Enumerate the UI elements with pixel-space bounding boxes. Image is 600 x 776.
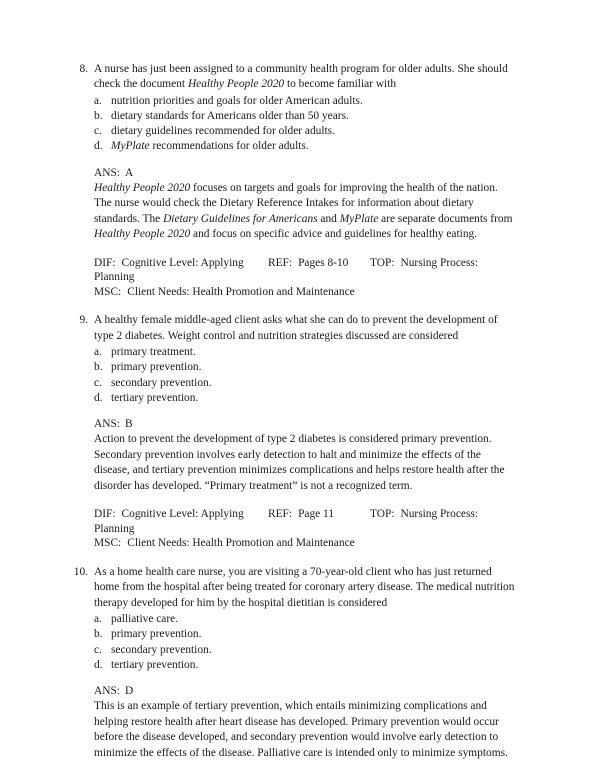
dif-value: Cognitive Level: Applying [121,508,244,521]
ref-label: REF: [268,256,293,269]
question-item [62,565,518,673]
option-letter: b. [94,361,103,374]
top-value: Nursing Process: [400,508,478,521]
answer-label: ANS: [94,684,120,697]
question-stem-italic: Healthy People 2020 [187,78,285,91]
option-a[interactable] [94,345,518,360]
rationale-text: are separate documents from [378,212,513,225]
option-letter: d. [94,391,103,404]
option-letter: c. [94,125,102,138]
question-stem-text: A healthy female middle-aged client asks what she can do to prevent the development of type 2 diabetes. Weight control and nutrition strategies discussed are considered [94,314,498,342]
question-item [62,313,518,406]
option-letter: c. [94,376,102,389]
metadata-row [94,507,518,522]
option-letter: a. [94,346,102,359]
question-stem [94,565,518,611]
rationale-text: and [317,212,340,225]
option-d[interactable] [94,658,518,673]
option-text: dietary standards for Americans older than 50 years. [111,110,349,123]
rationale [94,432,514,494]
rationale-text: This is an example of tertiary prevention, which entails minimizing complications and helping restore health after heart disease has developed. Primary prevention would occur before the disease developed, and secondary prevention would involve early detection to minimize the effects of the disease. Palliative care is intended only to minimize symptoms. [94,700,508,759]
top-value: Nursing Process: [400,256,478,269]
question-stem-text: As a home health care nurse, you are visiting a 70-year-old client who has just returned home from the hospital after being treated for coronary artery disease. The medical nutrition therapy developed for him by the hospital dietitian is considered [94,565,515,609]
question-body [88,313,518,406]
option-text: nutrition priorities and goals for older American adults. [111,94,363,107]
answer-block [62,684,518,761]
rationale-text: and focus on specific advice and guidelines for healthy eating. [190,228,478,241]
metadata-continuation: Planning [94,522,135,535]
option-text: tertiary prevention. [111,391,199,404]
ref-label: REF: [268,508,293,521]
page-content [62,62,518,761]
top-column [370,507,478,522]
answer-block [62,417,518,494]
rationale [94,699,514,761]
answer-value: A [124,166,134,179]
option-text-rest: recommendations for older adults. [152,140,309,153]
rationale-italic: MyPlate [339,212,379,225]
option-letter: b. [94,628,103,641]
option-a[interactable] [94,94,518,109]
option-list [94,94,518,155]
dif-label: DIF: [94,256,116,269]
option-c[interactable] [94,124,518,139]
rationale-italic: Healthy People 2020 [94,228,191,241]
question-number: 10. [73,565,88,578]
question-stem-text: A nurse has just been assigned to a community health program for older adults. She should check the document [94,63,508,91]
msc-value: Client Needs: Health Promotion and Maintenance [127,285,355,298]
option-text: dietary guidelines recommended for older adults. [111,125,335,138]
rationale-italic: Healthy People 2020 [94,182,191,195]
answer-line [94,684,518,699]
option-list [94,345,518,406]
option-b[interactable] [94,360,518,375]
answer-line [94,417,518,432]
metadata-continuation: Planning [94,271,135,284]
msc-row [94,536,518,551]
msc-value: Client Needs: Health Promotion and Maintenance [127,537,355,550]
option-text: palliative care. [111,613,179,626]
metadata-row [94,256,518,271]
question-number: 9. [79,314,88,327]
dif-column [94,256,244,271]
option-b[interactable] [94,109,518,124]
option-text: primary treatment. [111,346,196,359]
section-spacer [62,551,518,565]
dif-column [94,507,244,522]
rationale-text: focuses on targets and goals for improving the health of the nation. The nurse would check the Dietary Reference Intakes for information about dietary standards. The [94,182,498,225]
dif-value: Cognitive Level: Applying [121,256,244,269]
question-stem [94,313,518,344]
option-letter: a. [94,613,102,626]
metadata-block [62,507,518,551]
question-stem [94,62,518,93]
top-column [370,256,478,271]
dif-label: DIF: [94,508,116,521]
question-body [88,62,518,155]
option-letter: d. [94,658,103,671]
option-letter: b. [94,110,103,123]
answer-label: ANS: [94,166,120,179]
option-c[interactable] [94,376,518,391]
option-b[interactable] [94,627,518,642]
option-text: primary prevention. [111,361,202,374]
ref-value: Pages 8-10 [298,256,349,269]
question-item [62,62,518,155]
top-label: TOP: [370,508,395,521]
section-spacer [62,299,518,313]
ref-value: Page 11 [298,508,335,521]
option-text: tertiary prevention. [111,658,199,671]
answer-line [94,166,518,181]
question-number: 8. [79,63,88,75]
msc-row [94,285,518,300]
option-list [94,612,518,673]
ref-column [268,507,334,522]
option-text: primary prevention. [111,628,202,641]
rationale-text: Action to prevent the development of type 2 diabetes is considered primary prevention. Secondary prevention involves early detection to halt and minimize the effects of the disease, and tertiary prevention minimizes complications and helps restore health after the disorder has developed. “Primary treatment” is not a recognized term. [94,433,505,492]
msc-label: MSC: [94,285,122,298]
answer-label: ANS: [94,418,120,431]
option-d[interactable] [94,391,518,406]
answer-block [62,166,518,243]
rationale [94,181,514,243]
question-stem-text-cont: to become familiar with [284,78,397,91]
question-body [88,565,518,673]
answer-value: D [124,684,134,697]
option-d[interactable] [94,139,518,154]
option-text-italic: MyPlate [111,140,150,153]
top-label: TOP: [370,256,395,269]
metadata-block [62,256,518,300]
msc-label: MSC: [94,537,122,550]
ref-column [268,256,348,271]
option-text: secondary prevention. [111,643,212,656]
option-c[interactable] [94,643,518,658]
option-letter: d. [94,140,103,153]
option-text [111,139,309,154]
option-text: secondary prevention. [111,376,212,389]
option-letter: a. [94,94,102,107]
answer-value: B [124,418,133,431]
option-letter: c. [94,643,102,656]
option-a[interactable] [94,612,518,627]
rationale-italic: Dietary Guidelines for Americans [163,212,318,225]
